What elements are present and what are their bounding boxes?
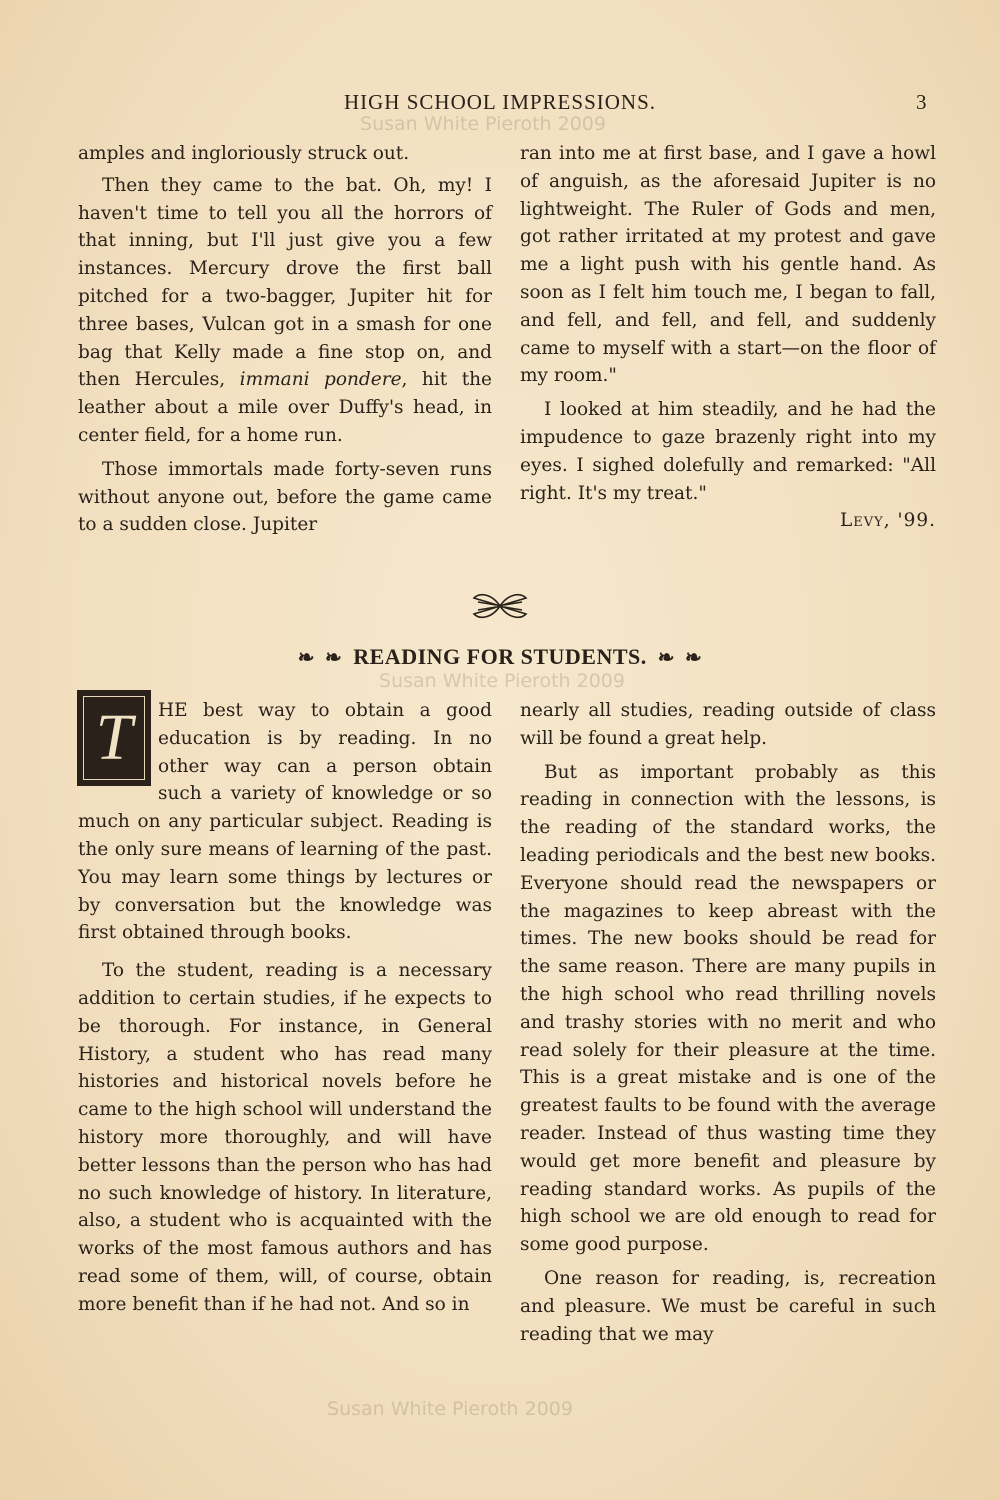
paragraph: amples and ingloriously struck out. (78, 143, 410, 164)
fleuron-icon: ❧ (657, 647, 676, 669)
latin-phrase: immani pondere (239, 369, 402, 391)
paragraph: Those immortals made forty-seven runs without anyone out, before the game came to a sudden close. Jupiter (78, 458, 492, 536)
paragraph: One reason for reading, is, recreation and pleasure. We must be careful in such reading that we may (520, 1267, 936, 1345)
header-title: HIGH SCHOOL IMPRESSIONS. (343, 90, 656, 114)
article-column-left (78, 697, 492, 1319)
ornament-divider (470, 588, 530, 624)
page-number: 3 (916, 90, 927, 114)
paragraph: nearly all studies, reading outside of class will be found a great help. (520, 700, 936, 749)
fleuron-icon: ❧ (297, 647, 315, 669)
paragraph: But as important probably as this reading in connection with the lessons, is the reading of the standard works, the leading periodicals and the best new books. Everyone should read the newspapers or the magazines to keep abreast with the times. The new books should be read for the same reason. There are many pupils in the high school who read thrilling novels and trashy stories with no merit and who read solely for their pleasure at the time. This is a great mistake and is one of the greatest faults to be found with the average reader. Instead of thus wasting time they would get more benefit and pleasure by reading standard works. As pupils of the high school we are old enough to read for some good purpose. (520, 761, 936, 1256)
drop-cap-letter: T (95, 701, 133, 774)
story-continuation-left (78, 140, 492, 539)
section-heading (0, 644, 1000, 670)
section-title: READING FOR STUDENTS. (353, 644, 647, 669)
fleuron-icon: ❧ (324, 647, 343, 669)
paragraph: ran into me at first base, and I gave a howl of anguish, as the aforesaid Jupiter is no lightweight. The Ruler of Gods and men, got rather irritated at my protest and gave me a light push with his gentle hand. As soon as I felt him touch me, I began to fall, and fell, and fell, and fell, and suddenly came to myself with a start—on the floor of my room." (520, 143, 936, 387)
watermark-middle: Susan White Pieroth 2009 (379, 670, 625, 692)
watermark-top: Susan White Pieroth 2009 (360, 113, 606, 135)
paragraph: I looked at him steadily, and he had the impudence to gaze brazenly right into my eyes. I sighed dolefully and remarked: "All right. It's my treat." (520, 399, 936, 504)
paragraph: HE best way to obtain a good education is by reading. In no other way can a person obtain such a variety of knowledge or so much on any particular subject. Reading is the only sure means of learning of the past. You may learn some things by lectures or by conversation but the knowledge was first obtained through books. (78, 700, 492, 944)
fleuron-icon: ❧ (685, 647, 703, 669)
paragraph: To the student, reading is a necessary addition to certain studies, if he expects to be thorough. For instance, in General History, a student who has read many histories and historical novels before he came to the high school will understand the history more thoroughly, and will have better lessons than the person who has had no such knowledge of history. In literature, also, a student who is acquainted with the works of the most famous authors and has read some of them, will, of course, obtain more benefit than if he had not. And so in (78, 960, 492, 1315)
author-signature: Levy, '99. (839, 510, 936, 532)
watermark-bottom: Susan White Pieroth 2009 (327, 1398, 573, 1420)
paragraph: Then they came to the bat. Oh, my! I haven't time to tell you all the horrors of that inning, but I'll just give you a few instances. Mercury drove the first ball pitched for a two-bagger, Jupiter hit for three bases, Vulcan got in a smash for one bag that Kelly made a fine stop on, and then Hercules, immani pondere, hit the leather about a mile over Duffy's head, in center field, for a home run. (78, 174, 492, 446)
article-column-right (520, 697, 936, 1348)
story-continuation-right (520, 140, 936, 535)
